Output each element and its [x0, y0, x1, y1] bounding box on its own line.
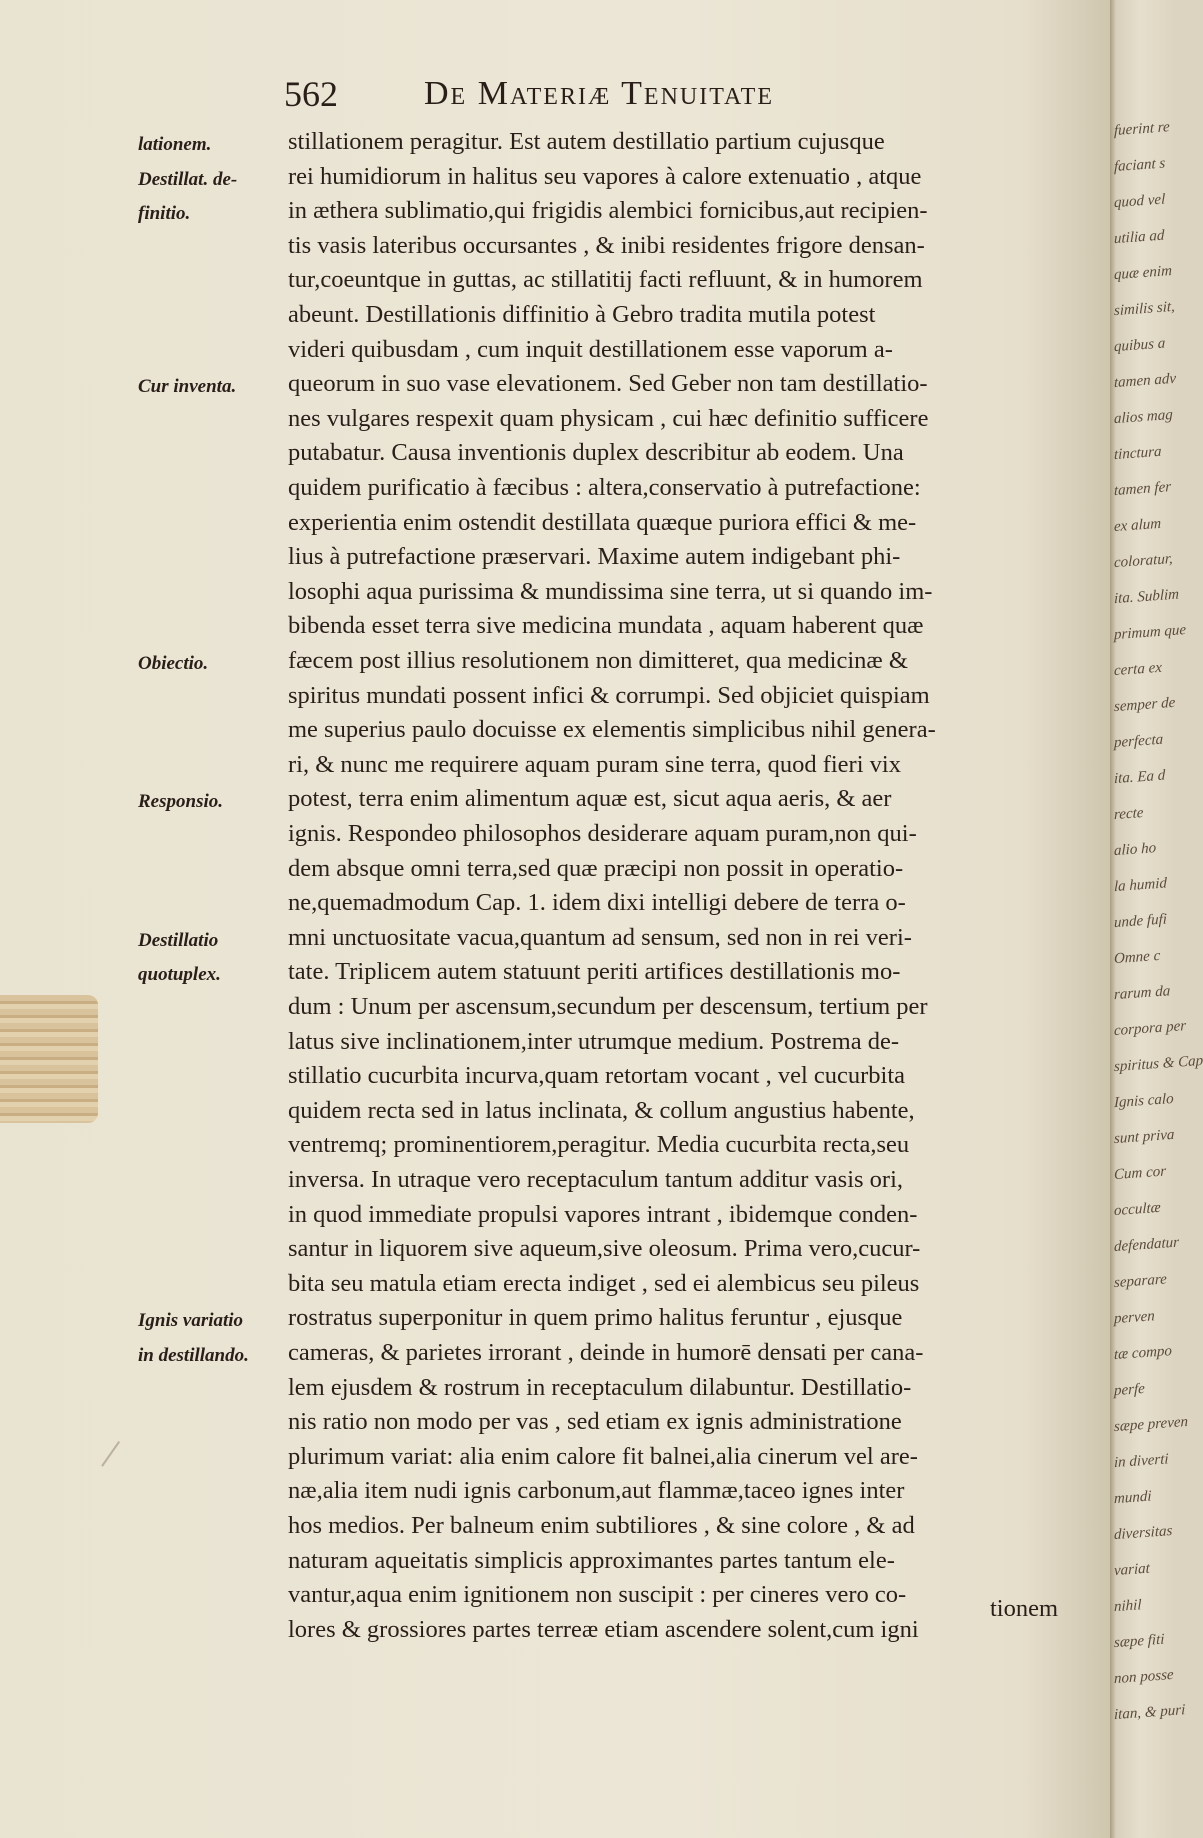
marginal-note: Destillat. de- [138, 168, 238, 190]
adjacent-page-fragment: defendatur [1114, 1234, 1179, 1256]
paper-tab [0, 995, 98, 1123]
marginal-note: Obiectio. [138, 653, 209, 674]
text-line: lores & grossiores partes terreæ etiam ascendere solent,cum igni [288, 1615, 919, 1643]
text-line: vantur,aqua enim ignitionem non suscipit : per cineres vero co- [288, 1581, 907, 1609]
adjacent-page-edge [1110, 0, 1203, 1838]
adjacent-page-fragment: nihil [1114, 1597, 1142, 1616]
text-line: me superius paulo docuisse ex elementis simplicibus nihil genera- [288, 716, 936, 744]
adjacent-page-fragment: la humid [1114, 875, 1167, 896]
adjacent-page-fragment: spiritus & Cap [1114, 1052, 1203, 1076]
text-line: lius à putrefactione præservari. Maxime autem indigebant phi- [288, 543, 901, 571]
text-line: inversa. In utraque vero receptaculum tantum additur vasis ori, [288, 1166, 904, 1193]
text-line: ventremq; prominentiorem,peragitur. Media cucurbita recta,seu [288, 1131, 910, 1159]
adjacent-page-fragment: perfe [1114, 1380, 1145, 1400]
text-line: in æthera sublimatio,qui frigidis alembici fornicibus,aut recipien- [288, 197, 928, 225]
text-line: tate. Triplicem autem statuunt periti artifices destillationis mo- [288, 958, 901, 986]
marginal-note: quotuplex. [138, 964, 221, 986]
text-line: losophi aqua purissima & mundissima sine terra, ut si quando im- [288, 577, 933, 605]
text-line: putabatur. Causa inventionis duplex describitur ab eodem. Una [288, 439, 904, 467]
adjacent-page-fragment: tinctura [1114, 443, 1162, 464]
adjacent-page-fragment: utilia ad [1114, 227, 1165, 248]
adjacent-page-fragment: recte [1114, 805, 1144, 824]
body-text [288, 125, 1098, 1643]
text-line: rostratus superponitur in quem primo halitus feruntur , ejusque [288, 1304, 903, 1332]
text-line: cameras, & parietes irrorant , deinde in humorē densati per cana- [288, 1339, 924, 1366]
adjacent-page-fragment: quibus a [1114, 335, 1166, 356]
text-line: fæcem post illius resolutionem non dimitteret, qua medicinæ & [288, 647, 908, 674]
adjacent-page-fragment: in diverti [1114, 1451, 1169, 1472]
adjacent-page-fragment: tamen fer [1114, 479, 1172, 500]
text-line: nes vulgares respexit quam physicam , cui hæc definitio sufficere [288, 404, 929, 432]
adjacent-page-fragment: sæpe fiti [1114, 1631, 1165, 1652]
marginal-note: Cur inventa. [138, 376, 237, 398]
marginal-note: Ignis variatio [138, 1310, 244, 1332]
adjacent-page-fragment: perven [1114, 1308, 1155, 1328]
adjacent-page-fragment: semper de [1114, 694, 1176, 716]
adjacent-page-fragment: faciant s [1114, 155, 1166, 176]
adjacent-page-fragment: diversitas [1114, 1523, 1173, 1544]
text-line: spiritus mundati possent infici & corrumpi. Sed objiciet quispiam [288, 681, 930, 709]
text-line: ri, & nunc me requirere aquam puram sine terra, quod fieri vix [288, 750, 901, 778]
text-line: dem absque omni terra,sed quæ præcipi non possit in operatio- [288, 854, 904, 882]
adjacent-page-fragment: sunt priva [1114, 1126, 1175, 1148]
text-line: nis ratio non modo per vas , sed etiam ex ignis administratione [288, 1408, 902, 1436]
text-line: naturam aqueitatis simplicis approximantes partes tantum ele- [288, 1546, 895, 1574]
text-line: queorum in suo vase elevationem. Sed Geber non tam destillatio- [288, 370, 928, 398]
adjacent-page-fragment: occultæ [1114, 1199, 1161, 1220]
adjacent-page-fragment: separare [1114, 1271, 1167, 1292]
text-line: bita seu matula etiam erecta indiget , sed ei alembicus seu pileus [288, 1269, 920, 1297]
adjacent-page-fragment: primum que [1114, 622, 1187, 644]
page-header [284, 70, 1024, 120]
text-line: ignis. Respondeo philosophos desiderare aquam puram,non qui- [288, 820, 917, 847]
text-line: videri quibusdam , cum inquit destillationem esse vaporum a- [288, 335, 893, 363]
text-line: tis vasis lateribus occursantes , & inibi residentes frigore densan- [288, 231, 925, 259]
page-number: 562 [284, 74, 338, 114]
text-line: rei humidiorum in halitus seu vapores à calore extenuatio , atque [288, 162, 922, 190]
text-line: plurimum variat: alia enim calore fit balnei,alia cinerum vel are- [288, 1442, 918, 1470]
text-line: stillationem peragitur. Est autem destillatio partium cujusque [288, 128, 885, 155]
adjacent-page-fragment: ita. Ea d [1114, 767, 1166, 788]
adjacent-page-fragment: tamen adv [1114, 370, 1177, 392]
text-line: lem ejusdem & rostrum in receptaculum dilabuntur. Destillatio- [288, 1373, 912, 1401]
adjacent-page-fragment: quæ enim [1114, 263, 1172, 284]
adjacent-page-fragment: unde fufi [1114, 911, 1167, 932]
text-line: mni unctuositate vacua,quantum ad sensum, sed non in rei veri- [288, 923, 912, 951]
adjacent-page-fragment: Ignis calo [1114, 1090, 1174, 1112]
text-line: experientia enim ostendit destillata quæque puriora effici & me- [288, 508, 917, 536]
text-line: stillatio cucurbita incurva,quam retortam vocant , vel cucurbita [288, 1062, 906, 1090]
adjacent-page-fragment: Cum cor [1114, 1163, 1167, 1184]
adjacent-page-fragment: alios mag [1114, 406, 1173, 428]
marginal-note: finitio. [138, 203, 191, 225]
marginal-note: Responsio. [138, 791, 223, 813]
text-line: dum : Unum per ascensum,secundum per descensum, tertium per [288, 993, 928, 1020]
adjacent-page-fragment: fuerint re [1114, 119, 1170, 140]
catchword: tionem [990, 1595, 1059, 1622]
text-line: hos medios. Per balneum enim subtiliores , & sine colore , & ad [288, 1512, 915, 1539]
marginal-note: lationem. [138, 134, 212, 155]
adjacent-page-fragment: rarum da [1114, 983, 1171, 1004]
adjacent-page-fragment: non posse [1114, 1666, 1174, 1688]
text-line: quidem recta sed in latus inclinata, & collum angustius habente, [288, 1096, 915, 1124]
marginal-note: in destillando. [138, 1345, 249, 1366]
page-mark [101, 1441, 135, 1477]
adjacent-page-fragment: itan, & puri [1114, 1702, 1186, 1724]
adjacent-page-fragment: certa ex [1114, 659, 1162, 680]
adjacent-page-fragment: perfecta [1114, 731, 1164, 752]
marginal-note: Destillatio [138, 929, 219, 951]
text-line: quidem purificatio à fæcibus : altera,conservatio à putrefactione: [288, 474, 921, 501]
adjacent-page-fragment: ex alum [1114, 515, 1162, 536]
text-line: tur,coeuntque in guttas, ac stillatitij facti refluunt, & in humorem [288, 266, 923, 294]
adjacent-page-fragment: alio ho [1114, 840, 1157, 860]
adjacent-page-fragment: similis sit, [1114, 298, 1175, 320]
text-line: latus sive inclinationem,inter utrumque medium. Postrema de- [288, 1027, 900, 1055]
adjacent-page-fragment: ita. Sublim [1114, 586, 1180, 608]
adjacent-page-fragment: coloratur, [1114, 550, 1173, 572]
adjacent-page-fragment: mundi [1114, 1488, 1152, 1508]
adjacent-page-fragment: variat [1114, 1560, 1150, 1580]
marginalia [138, 130, 288, 1730]
adjacent-page-fragment: Omne c [1114, 947, 1161, 968]
adjacent-page-fragment: quod vel [1114, 191, 1166, 212]
text-line: bibenda esset terra sive medicina mundata , aquam haberent quæ [288, 612, 924, 640]
adjacent-page-fragment: sæpe preven [1114, 1413, 1189, 1436]
text-line: potest, terra enim alimentum aquæ est, sicut aqua aeris, & aer [288, 785, 892, 813]
running-title: De Materiæ Tenuitate [424, 75, 774, 112]
adjacent-page-fragment: corpora per [1114, 1018, 1187, 1040]
text-line: ne,quemadmodum Cap. 1. idem dixi intelligi debere de terra o- [288, 889, 906, 917]
text-line: in quod immediate propulsi vapores intrant , ibidemque conden- [288, 1200, 918, 1228]
text-line: næ,alia item nudi ignis carbonum,aut flammæ,taceo ignes inter [288, 1477, 905, 1505]
adjacent-page-fragment: tæ compo [1114, 1343, 1172, 1364]
text-line: abeunt. Destillationis diffinitio à Gebro tradita mutila potest [288, 301, 876, 328]
text-line: santur in liquorem sive aqueum,sive oleosum. Prima vero,cucur- [288, 1235, 921, 1263]
